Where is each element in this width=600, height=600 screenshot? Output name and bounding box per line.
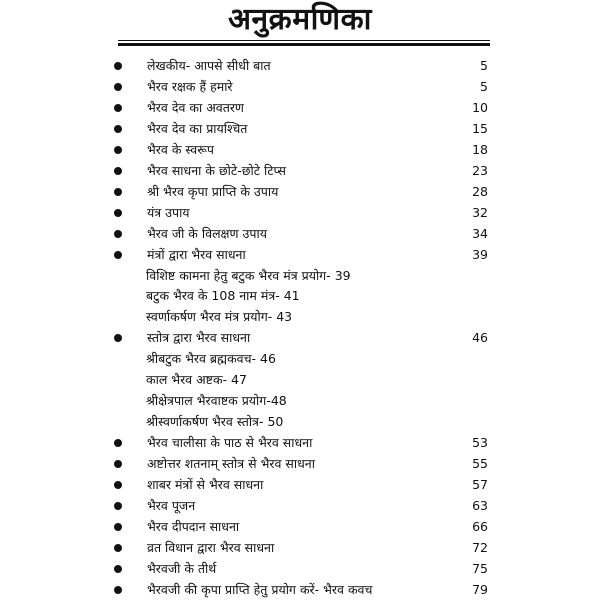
toc-entry [0,140,600,160]
toc-entry-title: भैरव पूजन [147,497,196,513]
toc-subentry [0,307,600,327]
toc-entry [0,56,600,76]
toc-entry-page: 75 [472,560,488,576]
toc-subentry [0,266,600,286]
bullet-icon [114,523,122,531]
toc-entry [0,182,600,202]
bullet-icon [114,209,122,217]
toc-subentry [0,391,600,411]
toc-entry [0,559,600,579]
toc-entry [0,119,600,139]
toc-subentry-title: काल भैरव अष्टक- 47 [146,372,247,388]
toc-entry [0,496,600,516]
toc-entry [0,538,600,558]
toc-subentry-title: श्रीस्वर्णाकर्षण भैरव स्तोत्र- 50 [146,414,284,430]
bullet-icon [114,62,122,70]
toc-entry-page: 23 [472,162,488,178]
bullet-icon [114,167,122,175]
bullet-icon [114,251,122,259]
bullet-icon [114,104,122,112]
toc-entry-page: 72 [472,539,488,555]
toc-entry-title: भैरव के स्वरूप [147,141,215,157]
toc-entry [0,98,600,118]
toc-entry [0,475,600,495]
toc-entry-page: 63 [472,497,488,513]
toc-entry [0,161,600,181]
toc-entry-title: स्तोत्र द्वारा भैरव साधना [147,330,251,346]
toc-entry-page: 46 [472,330,488,346]
toc-entry-page: 39 [472,246,488,262]
toc-entry-page: 15 [472,120,488,136]
toc-entry-page: 57 [472,477,488,492]
bullet-icon [114,586,122,594]
toc-subentry [0,286,600,306]
toc-entry-title: भैरवजी के तीर्थ [147,560,217,576]
toc-entry-page: 34 [472,225,488,241]
bullet-icon [114,334,122,342]
toc-entry-title: भैरव जी के विलक्षण उपाय [147,225,267,241]
toc-entry-page: 10 [472,99,488,115]
toc-entry-title: भैरवजी की कृपा प्राप्ति हेतु प्रयोग करें- भैरव कवच [147,581,373,597]
bullet-icon [114,83,122,91]
toc-subentry-title: बटुक भैरव के 108 नाम मंत्र- 41 [146,288,300,304]
toc-entry-page: 18 [472,141,488,157]
toc-entry-page: 5 [480,58,488,73]
toc-entry [0,224,600,244]
toc-subentry-title: श्रीबटुक भैरव ब्रह्मकवच- 46 [146,351,276,367]
toc-entry [0,580,600,600]
bullet-icon [114,188,122,196]
toc-entry-title: अष्टोत्तर शतनाम् स्तोत्र से भैरव साधना [147,456,315,472]
toc-entry [0,517,600,537]
toc-entry-title: भैरव रक्षक हैं हमारे [147,79,233,94]
toc-entry-page: 5 [480,79,488,94]
bullet-icon [114,565,122,573]
toc-entry [0,77,600,97]
toc-entry-title: व्रत विधान द्वारा भैरव साधना [147,539,275,555]
toc-entry-title: भैरव साधना के छोटे-छोटे टिप्स [147,162,286,178]
toc-entry-page: 32 [472,204,488,220]
toc-entry-page: 53 [472,435,488,451]
toc-entry-title: लेखकीय- आपसे सीधी बात [147,58,271,73]
bullet-icon [114,230,122,238]
bullet-icon [114,502,122,510]
toc-entry-page: 55 [472,456,488,472]
bullet-icon [114,460,122,468]
toc-subentry-title: श्रीक्षेत्रपाल भैरवाष्टक प्रयोग-48 [146,393,287,409]
page-title: अनुक्रमणिका [228,2,372,37]
toc-entry [0,245,600,265]
toc-subentry-title: विशिष्ट कामना हेतु बटुक भैरव मंत्र प्रयोग- 39 [146,267,351,283]
toc-entry-title: श्री भैरव कृपा प्राप्ति के उपाय [147,183,279,199]
toc-entry-title: भैरव चालीसा के पाठ से भैरव साधना [147,435,313,451]
toc-entry-title: भैरव दीपदान साधना [147,518,240,534]
toc-entry-title: मंत्रों द्वारा भैरव साधना [147,246,246,262]
toc-entry-title: शाबर मंत्रों से भैरव साधना [147,477,264,492]
toc-subentry [0,412,600,432]
bullet-icon [114,125,122,133]
toc-entry [0,454,600,474]
toc-entry [0,433,600,453]
bullet-icon [114,544,122,552]
toc-entry-page: 28 [472,183,488,199]
toc-entry [0,328,600,348]
bullet-icon [114,146,122,154]
bullet-icon [114,439,122,447]
toc-subentry [0,370,600,390]
toc-entry [0,203,600,223]
toc-entry-title: यंत्र उपाय [147,204,190,220]
toc-subentry [0,349,600,369]
bullet-icon [114,481,122,489]
toc-entry-page: 66 [472,518,488,534]
toc-entry-title: भैरव देव का अवतरण [147,99,244,115]
toc-entry-page: 79 [472,581,488,597]
toc-subentry-title: स्वर्णाकर्षण भैरव मंत्र प्रयोग- 43 [146,309,293,325]
toc-entry-title: भैरव देव का प्रायश्चित [147,120,248,136]
